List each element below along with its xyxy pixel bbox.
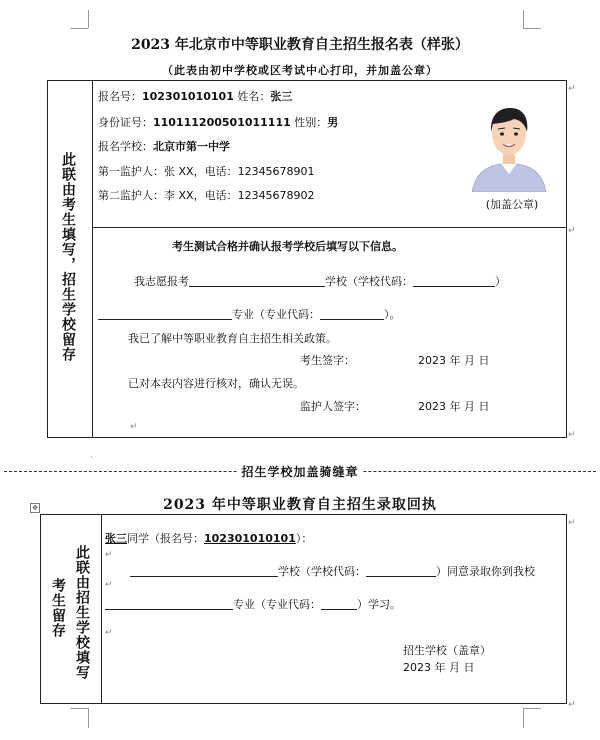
confirm-heading: 考生测试合格并确认报考学校后填写以下信息。 (172, 240, 403, 253)
name-value: 张三 (270, 90, 293, 103)
form2-side-note-col2: 考生留存 (50, 578, 66, 638)
school-value: 北京市第一中学 (153, 140, 230, 153)
paragraph-mark: ↵ (568, 84, 576, 94)
paragraph-mark: ↵ (105, 628, 113, 638)
school-code-text: 学校（学校代码： (325, 275, 413, 288)
admit-school-code-blank[interactable] (366, 565, 436, 577)
paragraph-mark: ↵ (105, 580, 113, 590)
id-label: 身份证号： (98, 116, 153, 129)
admit-school-blank[interactable] (130, 565, 278, 577)
crop-mark (523, 708, 524, 728)
crop-mark (70, 708, 88, 709)
study-text: ）学习。 (357, 598, 401, 611)
verified-text: 已对本表内容进行核对，确认无误。 (128, 377, 304, 390)
paragraph-mark: ↵ (568, 226, 576, 236)
form1-subtitle: （此表由初中学校或区考试中心打印，并加盖公章） (162, 64, 438, 77)
major-name-blank[interactable] (98, 308, 232, 320)
registration-number: 102301010101 (142, 90, 234, 103)
crop-mark (88, 10, 89, 28)
guardian2-row: 第二监护人：李 XX，电话：12345678902 (98, 189, 315, 202)
name-label: 姓名： (237, 90, 271, 103)
form2-title: 2023 年中等职业教育自主招生录取回执 (163, 497, 437, 513)
admit-major-text: 专业（专业代码： (233, 598, 321, 611)
major-code-blank[interactable] (320, 308, 384, 320)
major-close: ）。 (384, 308, 401, 321)
greeting-mid: 同学（报名号： (127, 532, 204, 545)
admit-major-code-blank[interactable] (321, 598, 357, 610)
crop-mark (88, 708, 89, 728)
student-sign-date: 2023 年 月 日 (418, 354, 490, 367)
registration-label: 报名号： (98, 90, 142, 103)
wish-prefix: 我志愿报考 (134, 275, 189, 288)
form2-date: 2023 年 月 日 (403, 661, 475, 674)
school-label: 报名学校： (98, 140, 153, 153)
form2-registration-number: 102301010101 (204, 532, 296, 545)
seal-label: 招生学校（盖章） (403, 644, 491, 657)
guardian1-row: 第一监护人：张 XX，电话：12345678901 (98, 165, 315, 178)
table-move-handle-icon[interactable]: ✥ (30, 503, 40, 513)
student-photo (470, 96, 548, 192)
greeting-end: ）： (295, 532, 313, 545)
paragraph-mark: · (90, 453, 93, 463)
paragraph-mark: ↵ (568, 430, 576, 440)
seam-label: 招生学校加盖骑缝章 (237, 465, 362, 479)
admit-school-code-text: 学校（学校代码： (278, 565, 366, 578)
column-divider (92, 80, 93, 438)
crop-mark (70, 28, 88, 29)
student-sign-label: 考生签字： (300, 354, 355, 367)
school-code-blank[interactable] (413, 275, 495, 287)
form1-side-note: 此联由考生填写，招生学校留存 (60, 152, 76, 362)
policy-text: 我已了解中等职业教育自主招生相关政策。 (128, 332, 337, 345)
gender-label: 性别： (294, 116, 328, 129)
stamp-caption: (加盖公章) (485, 198, 539, 211)
crop-mark (523, 10, 524, 28)
major-row (98, 306, 401, 322)
id-value: 110111200501011111 (153, 116, 291, 129)
guardian-sign-label: 监护人签字： (300, 400, 366, 413)
school-row (98, 138, 230, 154)
paragraph-mark: ↵ (568, 518, 576, 528)
column-divider (101, 514, 102, 704)
major-text: 专业（专业代码： (232, 308, 320, 321)
row-divider (92, 227, 567, 228)
student-name: 张三 (105, 532, 127, 545)
form1-title: 2023 年北京市中等职业教育自主招生报名表（样张） (131, 37, 469, 53)
paragraph-mark: ↵ (105, 550, 113, 560)
form2-side-note-col1: 此联由招生学校填写 (74, 545, 90, 680)
id-row (98, 114, 338, 130)
admit-major-row (105, 596, 401, 612)
admit-major-blank[interactable] (105, 598, 233, 610)
admit-text: ）同意录取你到我校 (436, 565, 535, 578)
paragraph-mark: ↵ (130, 422, 138, 432)
registration-row (98, 88, 292, 104)
school-name-blank[interactable] (189, 275, 325, 287)
admit-row (130, 563, 535, 579)
seam-label-wrap (0, 463, 600, 480)
wish-row (134, 273, 506, 289)
close-paren: ） (495, 275, 506, 288)
paragraph-mark: ↵ (568, 700, 576, 710)
crop-mark (523, 708, 541, 709)
crop-mark (523, 28, 541, 29)
gender-value: 男 (327, 116, 339, 129)
guardian-sign-date: 2023 年 月 日 (418, 400, 490, 413)
greeting-row (105, 530, 312, 546)
